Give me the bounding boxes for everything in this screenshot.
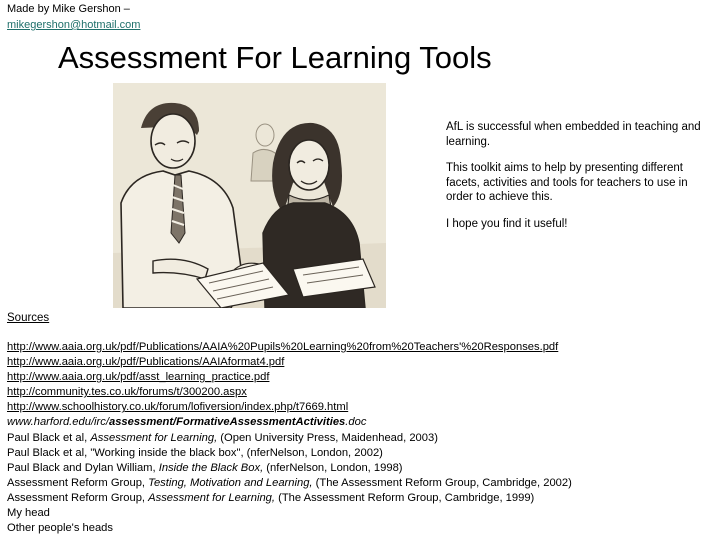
source-link[interactable]: http://www.aaia.org.uk/pdf/Publications/AAIA%20Pupils%20Learning%20from%20Teachers'%20Responses.pdf: [7, 341, 559, 353]
sources-heading: Sources: [7, 312, 50, 324]
reference-item: Assessment Reform Group, Assessment for Learning, (The Assessment Reform Group, Cambridge, 1999): [7, 491, 535, 504]
reference-item: Other people's heads: [7, 522, 114, 535]
reference-item: Assessment Reform Group, Testing, Motivation and Learning, (The Assessment Reform Group, Cambridge, 2002): [7, 476, 572, 489]
intro-paragraph-3: I hope you find it useful!: [446, 217, 568, 230]
harford-path: assessment/FormativeAssessmentActivities: [108, 416, 346, 429]
intro-paragraph-1: AfL is successful when embedded in teaching and learning.: [446, 121, 701, 148]
page-title: Assessment For Learning Tools: [58, 40, 492, 75]
author-email-link[interactable]: mikegershon@hotmail.com: [7, 19, 141, 31]
teacher-student-illustration: [113, 83, 386, 308]
source-link[interactable]: http://community.tes.co.uk/forums/t/300200.aspx: [7, 386, 247, 399]
harford-reference: [7, 415, 717, 430]
reference-item: Paul Black et al, Assessment for Learning, (Open University Press, Maidenhead, 2003): [7, 431, 438, 444]
source-link[interactable]: http://www.aaia.org.uk/pdf/asst_learning_practice.pdf: [7, 371, 270, 384]
credit-block: [7, 1, 140, 33]
sources-list: [7, 340, 717, 536]
source-link[interactable]: http://www.schoolhistory.co.uk/forum/lofiversion/index.php/t7669.html: [7, 401, 349, 414]
harford-prefix: www.harford.edu/irc/: [7, 416, 109, 429]
intro-paragraph-2: This toolkit aims to help by presenting different facets, activities and tools for teachers to use in order to achieve this.: [446, 162, 688, 203]
reference-item: Paul Black et al, "Working inside the black box", (nferNelson, London, 2002): [7, 446, 383, 459]
author-credit: Made by Mike Gershon –: [7, 3, 130, 15]
reference-item: Paul Black and Dylan William, Inside the Black Box, (nferNelson, London, 1998): [7, 461, 403, 474]
teacher-and-student-sketch-icon: [113, 83, 386, 308]
reference-item: My head: [7, 507, 50, 520]
source-link[interactable]: http://www.aaia.org.uk/pdf/Publications/AAIAformat4.pdf: [7, 356, 285, 369]
intro-text: [446, 120, 706, 243]
harford-suffix: .doc: [345, 416, 367, 429]
